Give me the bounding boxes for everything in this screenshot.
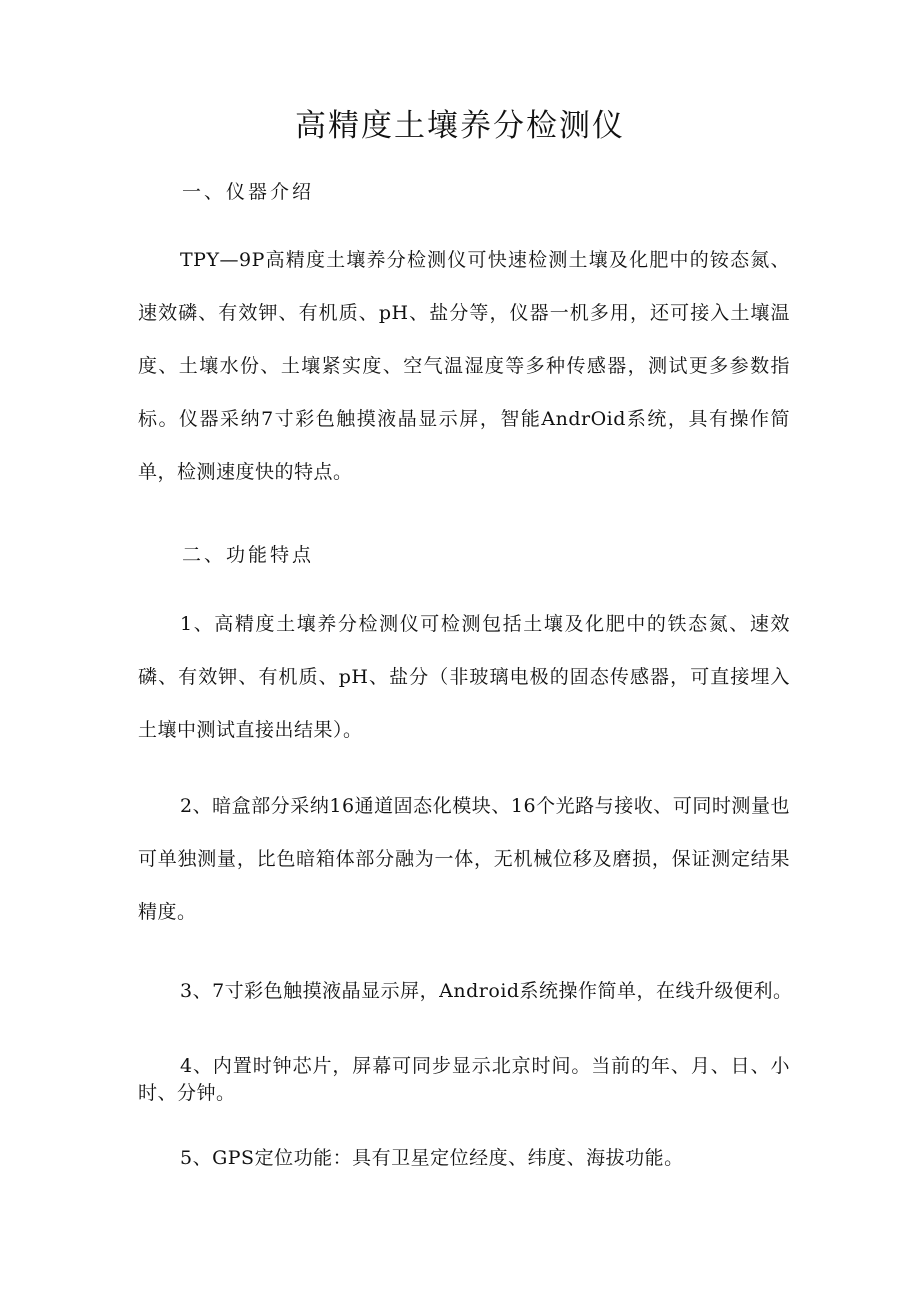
- paragraph-feature-4: 4、内置时钟芯片，屏幕可同步显示北京时间。当前的年、月、日、小时、分钟。: [138, 1055, 790, 1104]
- document-title: 高精度土壤养分检测仪: [295, 108, 625, 144]
- paragraph-feature-5: 5、GPS定位功能：具有卫星定位经度、纬度、海拔功能。: [180, 1147, 684, 1169]
- paragraph-feature-3: 3、7寸彩色触摸液晶显示屏，Android系统操作简单，在线升级便利。: [180, 980, 793, 1002]
- paragraph-feature-2: 2、暗盒部分采纳16通道固态化模块、16个光路与接收、可同时测量也可单独测量，比色暗箱体部分融为一体，无机械位移及磨损，保证测定结果精度。: [138, 795, 790, 923]
- section-heading-features: 二、功能特点: [182, 544, 315, 566]
- paragraph-feature-1: 1、高精度土壤养分检测仪可检测包括土壤及化肥中的铁态氮、速效磷、有效钾、有机质、pH、盐分（非玻璃电极的固态传感器，可直接埋入土壤中测试直接出结果）。: [138, 613, 790, 741]
- section-heading-instrument-intro: 一、仪器介绍: [182, 181, 315, 203]
- paragraph-instrument-intro: TPY—9P高精度土壤养分检测仪可快速检测土壤及化肥中的铵态氮、速效磷、有效钾、有机质、pH、盐分等，仪器一机多用，还可接入土壤温度、土壤水份、土壤紧实度、空气温湿度等多种传感器，测试更多参数指标。仪器采纳7寸彩色触摸液晶显示屏，智能AndrOid系统，具有操作简单，检测速度快的特点。: [138, 249, 790, 483]
